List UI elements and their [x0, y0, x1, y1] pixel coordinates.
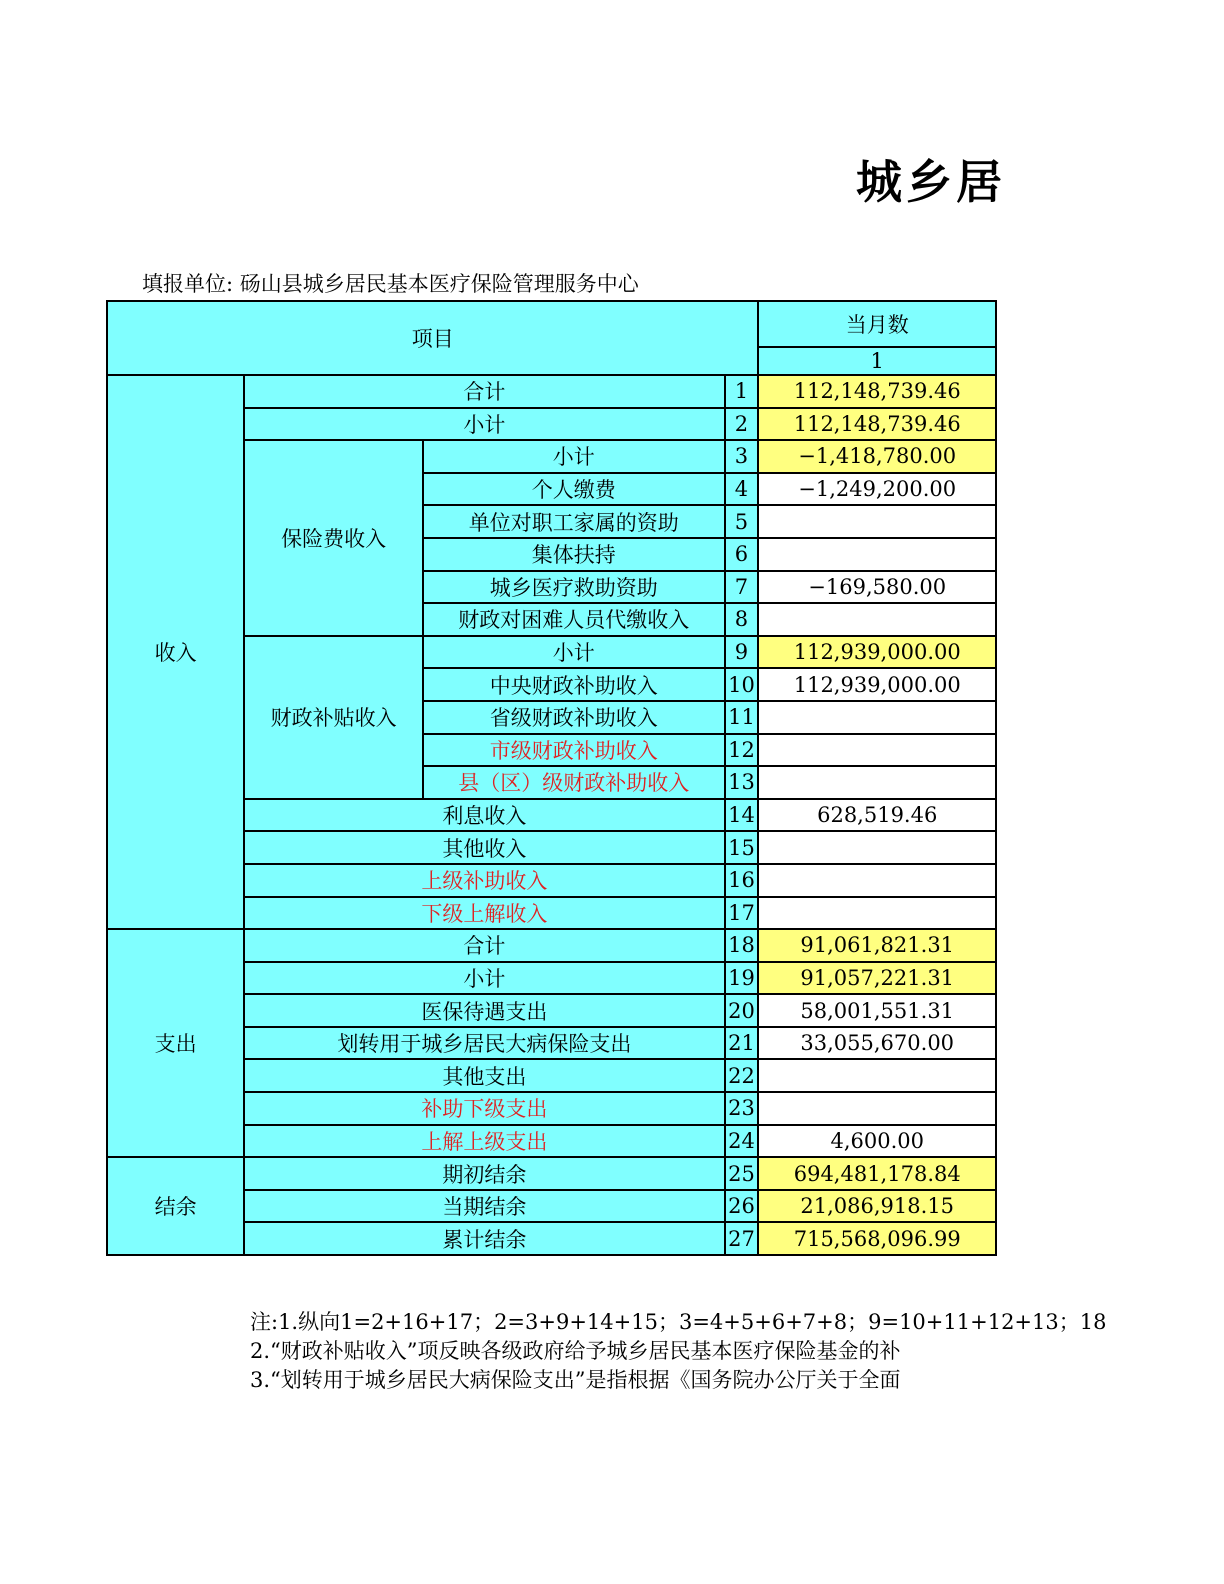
- row-number: 26: [725, 1190, 759, 1223]
- row-value[interactable]: 91,057,221.31: [758, 962, 996, 995]
- row-number: 4: [725, 473, 759, 506]
- row-label: 市级财政补助收入: [423, 734, 725, 767]
- subgroup-premium: 保险费收入: [244, 440, 423, 636]
- row-number: 14: [725, 799, 759, 832]
- row-label: 中央财政补助收入: [423, 668, 725, 701]
- row-value[interactable]: 715,568,096.99: [758, 1222, 996, 1255]
- row-label: 个人缴费: [423, 473, 725, 506]
- row-number: 2: [725, 408, 759, 441]
- row-number: 22: [725, 1059, 759, 1092]
- row-number: 15: [725, 831, 759, 864]
- row-number: 1: [725, 375, 759, 408]
- row-number: 19: [725, 962, 759, 995]
- row-value[interactable]: [758, 766, 996, 799]
- row-label: 期初结余: [244, 1157, 724, 1190]
- row-number: 3: [725, 440, 759, 473]
- row-label: 补助下级支出: [244, 1092, 724, 1125]
- row-number: 21: [725, 1027, 759, 1060]
- row-label: 利息收入: [244, 799, 724, 832]
- row-number: 13: [725, 766, 759, 799]
- row-label: 城乡医疗救助资助: [423, 571, 725, 604]
- row-value[interactable]: 694,481,178.84: [758, 1157, 996, 1190]
- row-label: 其他支出: [244, 1059, 724, 1092]
- row-number: 6: [725, 538, 759, 571]
- row-value[interactable]: [758, 1092, 996, 1125]
- row-value[interactable]: [758, 864, 996, 897]
- row-value[interactable]: 58,001,551.31: [758, 994, 996, 1027]
- group-income: 收入: [107, 375, 244, 929]
- table-row: [107, 1157, 996, 1190]
- report-table: [106, 300, 997, 1256]
- row-value[interactable]: 112,939,000.00: [758, 636, 996, 669]
- note-line-3: 3.“划转用于城乡居民大病保险支出”是指根据《国务院办公厅关于全面: [250, 1368, 901, 1392]
- row-value[interactable]: 33,055,670.00: [758, 1027, 996, 1060]
- row-label: 小计: [244, 962, 724, 995]
- row-label: 小计: [244, 408, 724, 441]
- row-label: 集体扶持: [423, 538, 725, 571]
- row-value[interactable]: 91,061,821.31: [758, 929, 996, 962]
- row-label: 小计: [423, 636, 725, 669]
- row-label: 划转用于城乡居民大病保险支出: [244, 1027, 724, 1060]
- row-label: 医保待遇支出: [244, 994, 724, 1027]
- row-number: 5: [725, 505, 759, 538]
- row-label: 县（区）级财政补助收入: [423, 766, 725, 799]
- subgroup-subsidy: 财政补贴收入: [244, 636, 423, 799]
- note-line-1: 注:1.纵向1=2+16+17；2=3+9+14+15；3=4+5+6+7+8；9=10+11+12+13；18: [250, 1310, 1107, 1334]
- row-label: 当期结余: [244, 1190, 724, 1223]
- row-number: 27: [725, 1222, 759, 1255]
- row-value[interactable]: [758, 897, 996, 930]
- table-row: [107, 375, 996, 408]
- row-value[interactable]: [758, 1059, 996, 1092]
- table-row: [107, 929, 996, 962]
- row-value[interactable]: 21,086,918.15: [758, 1190, 996, 1223]
- row-label: 省级财政补助收入: [423, 701, 725, 734]
- row-value[interactable]: [758, 701, 996, 734]
- row-number: 8: [725, 603, 759, 636]
- row-value[interactable]: [758, 603, 996, 636]
- group-balance: 结余: [107, 1157, 244, 1255]
- row-number: 18: [725, 929, 759, 962]
- row-value[interactable]: [758, 505, 996, 538]
- row-label: 财政对困难人员代缴收入: [423, 603, 725, 636]
- row-value[interactable]: [758, 734, 996, 767]
- row-value[interactable]: 112,148,739.46: [758, 408, 996, 441]
- header-item: 项目: [107, 301, 758, 375]
- row-label: 上解上级支出: [244, 1125, 724, 1158]
- row-label: 合计: [244, 929, 724, 962]
- row-value[interactable]: −169,580.00: [758, 571, 996, 604]
- row-label: 合计: [244, 375, 724, 408]
- reporting-unit: 填报单位: 砀山县城乡居民基本医疗保险管理服务中心: [142, 272, 639, 296]
- row-label: 其他收入: [244, 831, 724, 864]
- header-month: 当月数: [758, 301, 996, 347]
- row-value[interactable]: [758, 831, 996, 864]
- row-number: 20: [725, 994, 759, 1027]
- row-number: 25: [725, 1157, 759, 1190]
- row-value[interactable]: −1,418,780.00: [758, 440, 996, 473]
- row-number: 17: [725, 897, 759, 930]
- note-line-2: 2.“财政补贴收入”项反映各级政府给予城乡居民基本医疗保险基金的补: [250, 1339, 901, 1363]
- row-number: 23: [725, 1092, 759, 1125]
- header-col-no: 1: [758, 347, 996, 375]
- row-value[interactable]: 112,939,000.00: [758, 668, 996, 701]
- row-label: 单位对职工家属的资助: [423, 505, 725, 538]
- row-label: 小计: [423, 440, 725, 473]
- row-label: 上级补助收入: [244, 864, 724, 897]
- row-value[interactable]: −1,249,200.00: [758, 473, 996, 506]
- row-value[interactable]: 112,148,739.46: [758, 375, 996, 408]
- row-label: 累计结余: [244, 1222, 724, 1255]
- row-number: 7: [725, 571, 759, 604]
- row-number: 11: [725, 701, 759, 734]
- row-label: 下级上解收入: [244, 897, 724, 930]
- group-expense: 支出: [107, 929, 244, 1157]
- report-title: 城乡居: [856, 155, 1006, 209]
- row-number: 10: [725, 668, 759, 701]
- row-value[interactable]: 4,600.00: [758, 1125, 996, 1158]
- row-number: 12: [725, 734, 759, 767]
- row-value[interactable]: [758, 538, 996, 571]
- row-number: 24: [725, 1125, 759, 1158]
- row-number: 9: [725, 636, 759, 669]
- row-number: 16: [725, 864, 759, 897]
- row-value[interactable]: 628,519.46: [758, 799, 996, 832]
